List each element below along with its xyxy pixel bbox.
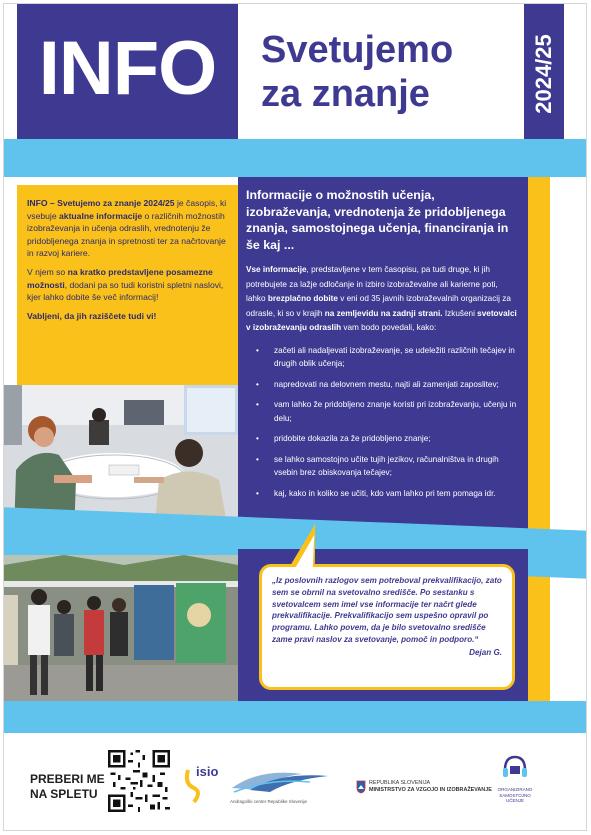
information-heading: Informacije o možnostih učenja, izobraževanja, vrednotenja že pridobljenega znanja, samostojnega učenja, financiranja in še kaj ... bbox=[246, 188, 509, 252]
list-item: • kaj, kako in koliko se učiti, kdo vam lahko pri tem pomaga idr. bbox=[258, 487, 518, 501]
testimonial-bubble bbox=[259, 564, 515, 690]
header-band bbox=[4, 139, 587, 177]
information-box bbox=[238, 177, 528, 549]
list-item: • se lahko samostojno učite tujih jezikov, računalništva in drugih vsebin brez obiskovanja tečajev; bbox=[258, 453, 518, 480]
info-text: v eni od 35 javnih izobraževalnih organizacij za odrasle, ki so v krajih bbox=[246, 294, 511, 318]
info-text: , predstavljene v tem časopisu, pa tudi druge, ki jih potrebujete za lažje odločanje in izbiro izobraževalne ali karierne poti, lahko bbox=[246, 265, 498, 303]
info-text: Izkušeni bbox=[442, 308, 478, 318]
slovenia-coat-of-arms-icon bbox=[356, 780, 366, 794]
list-item: • vam lahko že pridobljeno znanje koristi pri izobraževanju, učenju in delu; bbox=[258, 398, 518, 425]
bottom-band bbox=[4, 701, 587, 733]
testimonial-author: Dejan G. bbox=[469, 647, 502, 657]
osu-line-3: UČENJE bbox=[505, 798, 524, 803]
intro-box bbox=[17, 185, 238, 385]
info-bold: Vse informacije bbox=[246, 265, 307, 274]
list-item: • začeti ali nadaljevati izobraževanje, se udeležiti različnih tečajev in drugih oblik učenja; bbox=[258, 344, 518, 371]
intro-invitation: Vabljeni, da jih raziščete tudi vi! bbox=[27, 310, 157, 321]
osu-line-1: ORGANIZIRANO bbox=[497, 787, 533, 792]
intro-bold: INFO – Svetujemo za znanje 2024/25 bbox=[27, 198, 175, 208]
osu-logo bbox=[490, 752, 540, 812]
yellow-stripe bbox=[528, 177, 550, 717]
ministry-label bbox=[369, 780, 492, 794]
title-line-1: Svetujemo bbox=[261, 29, 454, 71]
list-item: • napredovati na delovnem mestu, najti ali zamenjati zaposlitev; bbox=[258, 378, 518, 392]
info-text: vam bodo povedali, kako: bbox=[341, 323, 437, 332]
read-online-line-2: NA SPLETU bbox=[30, 787, 98, 801]
isio-logo-text: isio bbox=[196, 764, 219, 779]
information-intro bbox=[246, 263, 518, 336]
info-bold: na zemljevidu na zadnji strani. bbox=[324, 308, 443, 318]
read-online-line-1: PREBERI ME bbox=[30, 772, 105, 786]
info-bold: brezplačno dobite bbox=[267, 294, 338, 303]
magazine-title bbox=[261, 28, 453, 116]
intro-text: V njem so bbox=[27, 266, 68, 277]
intro-text: je časopis, ki vsebuje bbox=[27, 198, 227, 221]
ministry-line-2: MINISTRSTVO ZA VZGOJO IN IZOBRAŽEVANJE bbox=[369, 787, 492, 793]
osu-line-2: SAMOSTOJNO bbox=[499, 792, 531, 798]
intro-bold: aktualne informacije bbox=[59, 210, 143, 221]
list-item: • pridobite dokazila za že pridobljeno znanje; bbox=[258, 432, 518, 446]
options-list bbox=[246, 344, 518, 501]
info-title: INFO bbox=[38, 26, 217, 111]
title-line-2: za znanje bbox=[261, 73, 430, 115]
document-page bbox=[3, 3, 587, 831]
intro-bold: na kratko predstavljene posamezne možnosti bbox=[27, 266, 213, 290]
fair-photo bbox=[4, 555, 238, 701]
isio-logo bbox=[180, 756, 220, 812]
qr-code[interactable] bbox=[108, 750, 170, 812]
acs-logo-text: Andragoški center Republike Slovenije bbox=[230, 799, 308, 804]
acs-logo bbox=[230, 764, 330, 810]
headphones-icon bbox=[500, 752, 530, 782]
intro-paragraph-2 bbox=[27, 266, 228, 304]
read-online-label bbox=[30, 772, 105, 802]
year-label-wrapper bbox=[526, 22, 562, 126]
intro-text: , dodani pa so tudi koristni spletni naslovi, kjer lahko dobite še več informacij! bbox=[27, 279, 224, 303]
ministry-line-1: REPUBLIKA SLOVENIJA bbox=[369, 780, 431, 786]
year-label: 2024/25 bbox=[531, 34, 556, 114]
intro-paragraph-3 bbox=[27, 310, 228, 323]
info-bold: svetovalci v izobraževanju odraslih bbox=[246, 308, 517, 332]
testimonial-quote: „Iz poslovnih razlogov sem potreboval prekvalifikacijo, zato sem se obrnil na svetovalno središče. Po sestanku s svetovalcem sem imel vse informacije ter načrt glede prekvalifikacije. Prekvalifikacijo sem uspešno opravil po programu. Lahko povem, da je bilo svetovalno središče zame pravi naslov za svetovanje, pomoč in podporo.“ bbox=[272, 576, 502, 644]
intro-paragraph-1 bbox=[27, 197, 228, 260]
intro-text: o različnih možnostih izobraževanja in učenja odraslih, vrednotenju že pridobljenega znanja in spretnosti ter za načrtovanje in razvoj kariere. bbox=[27, 210, 226, 259]
